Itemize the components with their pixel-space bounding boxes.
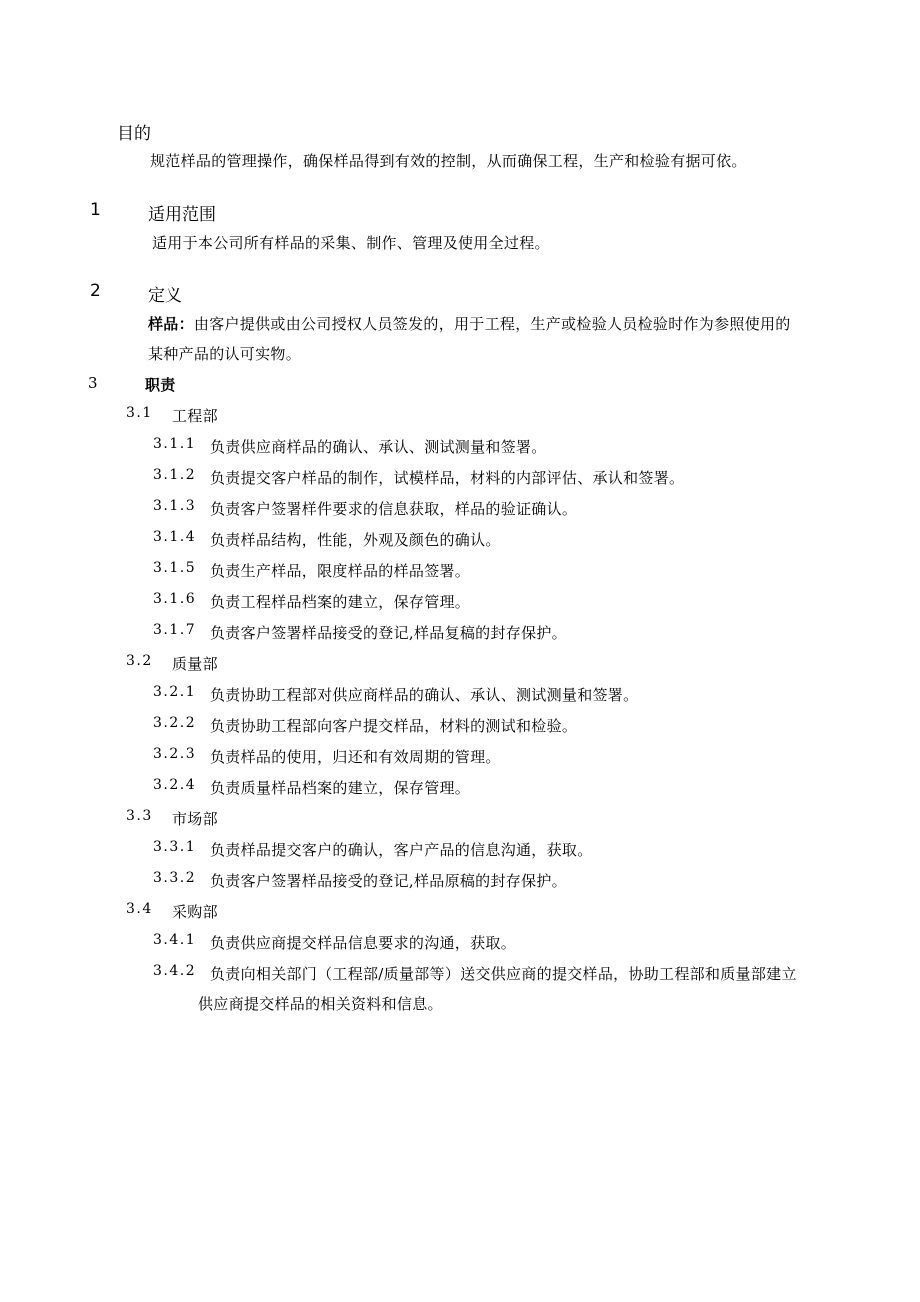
- section-number: 3.1: [126, 405, 153, 421]
- definition-text-2: 某种产品的认可实物。: [148, 345, 302, 363]
- responsibilities-heading: 职责: [145, 376, 176, 394]
- definition-line-1: [148, 313, 791, 334]
- item-text: 负责生产样品，限度样品的样品签署。: [210, 562, 471, 580]
- item-number: 3.1.4: [153, 529, 197, 545]
- item-number: 3.2.4: [153, 777, 197, 793]
- definition-number: 2: [90, 281, 101, 301]
- item-text: 负责向相关部门（工程部/质量部等）送交供应商的提交样品，协助工程部和质量部建立: [210, 965, 797, 983]
- section-title: 质量部: [172, 655, 218, 673]
- item-number: 3.2.2: [153, 715, 197, 731]
- item-number: 3.1.1: [153, 436, 197, 452]
- item-number: 3.1.2: [153, 467, 197, 483]
- item-number: 3.3.2: [153, 870, 197, 886]
- item-text: 负责样品结构，性能，外观及颜色的确认。: [210, 531, 501, 549]
- section-number: 3.4: [126, 901, 153, 917]
- item-number: 3.1.6: [153, 591, 197, 607]
- item-text: 负责质量样品档案的建立，保存管理。: [210, 779, 471, 797]
- item-text: 负责样品提交客户的确认，客户产品的信息沟通，获取。: [210, 841, 593, 859]
- scope-text: 适用于本公司所有样品的采集、制作、管理及使用全过程。: [152, 234, 550, 252]
- item-number: 3.1.7: [153, 622, 197, 638]
- item-number: 3.1.3: [153, 498, 197, 514]
- item-number: 3.3.1: [153, 839, 197, 855]
- definition-heading: 定义: [148, 286, 182, 306]
- purpose-heading: 目的: [117, 124, 151, 144]
- section-title: 市场部: [172, 810, 218, 828]
- section-number: 3.3: [126, 808, 153, 824]
- item-text: 负责供应商提交样品信息要求的沟通，获取。: [210, 934, 517, 952]
- item-text: 负责客户签署样件要求的信息获取，样品的验证确认。: [210, 500, 578, 518]
- definition-text-1: 由客户提供或由公司授权人员签发的，用于工程，生产或检验人员检验时作为参照使用的: [193, 315, 791, 333]
- item-text: 负责工程样品档案的建立，保存管理。: [210, 593, 471, 611]
- item-number: 3.4.1: [153, 932, 197, 948]
- item-text: 负责客户签署样品接受的登记,样品原稿的封存保护。: [210, 872, 567, 890]
- item-text-continued: 供应商提交样品的相关资料和信息。: [198, 995, 443, 1013]
- section-title: 工程部: [172, 407, 218, 425]
- item-number: 3.2.1: [153, 684, 197, 700]
- definition-term: 样品：: [148, 315, 194, 333]
- scope-heading: 适用范围: [148, 205, 216, 225]
- item-number: 3.2.3: [153, 746, 197, 762]
- responsibilities-number: 3: [88, 374, 98, 392]
- item-number: 3.1.5: [153, 560, 197, 576]
- scope-number: 1: [90, 200, 101, 220]
- item-text: 负责协助工程部向客户提交样品，材料的测试和检验。: [210, 717, 578, 735]
- purpose-text: 规范样品的管理操作，确保样品得到有效的控制，从而确保工程，生产和检验有据可依。: [150, 152, 747, 170]
- item-text: 负责供应商样品的确认、承认、测试测量和签署。: [210, 438, 547, 456]
- item-text: 负责客户签署样品接受的登记,样品复稿的封存保护。: [210, 624, 567, 642]
- item-text: 负责协助工程部对供应商样品的确认、承认、测试测量和签署。: [210, 686, 639, 704]
- item-number: 3.4.2: [153, 963, 197, 979]
- item-text: 负责样品的使用，归还和有效周期的管理。: [210, 748, 501, 766]
- item-text: 负责提交客户样品的制作，试模样品，材料的内部评估、承认和签署。: [210, 469, 685, 487]
- section-number: 3.2: [126, 653, 153, 669]
- section-title: 采购部: [172, 903, 218, 921]
